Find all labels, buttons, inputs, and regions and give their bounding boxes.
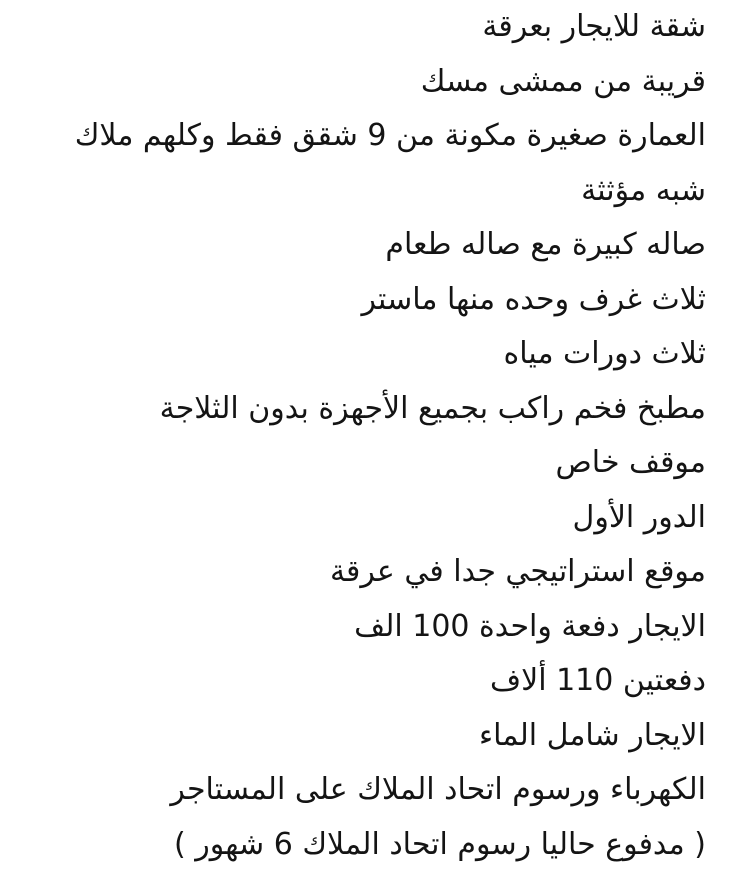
listing-line-rent-single-payment: الايجار دفعة واحدة 100 الف: [354, 608, 706, 644]
listing-line-electricity-fees: الكهرباء ورسوم اتحاد الملاك على المستاجر: [170, 772, 706, 807]
listing-title: شقة للايجار بعرقة: [482, 9, 706, 44]
listing-line-living-room: صاله كبيرة مع صاله طعام: [385, 227, 706, 262]
listing-line-location: قريبة من ممشى مسك: [420, 63, 706, 99]
listing-line-furnishing: شبه مؤثثة: [581, 172, 706, 208]
listing-line-strategic-location: موقع استراتيجي جدا في عرقة: [329, 554, 706, 589]
listing-line-building: العمارة صغيرة مكونة من 9 شقق فقط وكلهم ملاك: [74, 118, 706, 153]
listing-line-bathrooms: ثلاث دورات مياه: [503, 336, 706, 371]
listing-line-bedrooms: ثلاث غرف وحده منها ماستر: [361, 281, 706, 317]
listing-line-parking: موقف خاص: [555, 445, 706, 480]
listing-line-kitchen: مطبخ فخم راكب بجميع الأجهزة بدون الثلاجة: [159, 390, 706, 426]
listing-line-floor: الدور الأول: [572, 499, 706, 535]
listing-line-fees-paid-note: ( مدفوع حاليا رسوم اتحاد الملاك 6 شهور ): [173, 826, 706, 862]
listing-line-water-included: الايجار شامل الماء: [479, 717, 706, 753]
listing-line-rent-two-payments: دفعتين 110 ألاف: [489, 663, 706, 698]
